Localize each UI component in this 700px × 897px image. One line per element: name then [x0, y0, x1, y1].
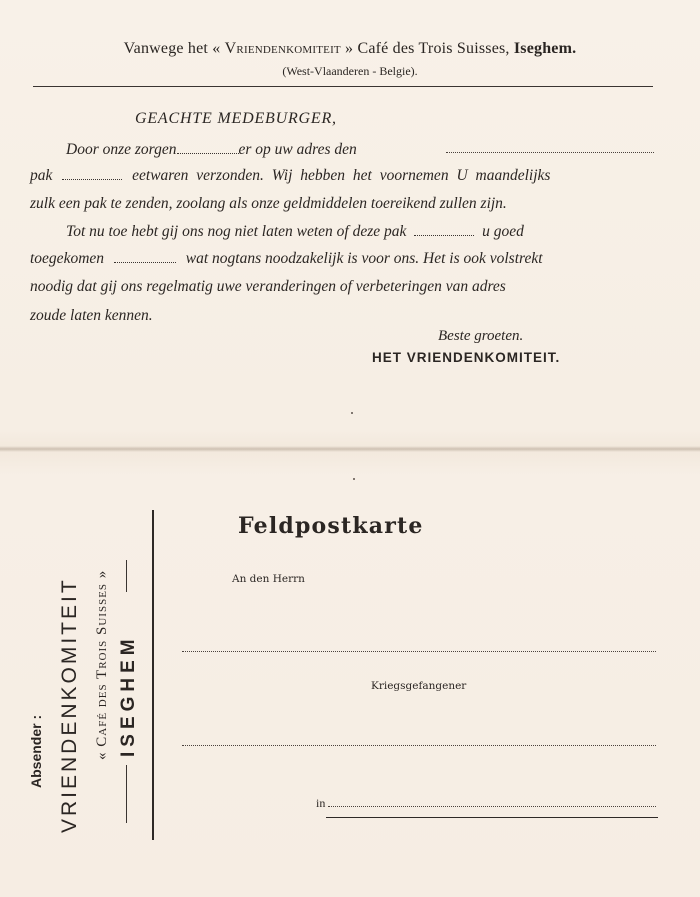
letter-closing: Beste groeten. — [438, 328, 524, 344]
address-line — [182, 651, 656, 652]
blank-field — [414, 223, 474, 236]
letter-line: noodig dat gij ons regelmatig uwe veranderingen of verbeteringen van adres — [30, 278, 506, 295]
letter-text: Door onze zorgen — [66, 141, 177, 158]
blank-field — [446, 152, 654, 153]
letterhead-org: Vriendenkomiteit — [224, 40, 341, 57]
prisoner-label: Kriegsgefangener — [371, 680, 467, 692]
letter-line — [66, 223, 524, 241]
letter-text: wat nogtans noodzakelijk is voor ons. Het is ook volstrekt — [185, 250, 543, 267]
address-line — [328, 806, 656, 807]
sender-ornament-line — [126, 560, 127, 592]
sender-org: VRIENDENKOMITEIT — [58, 577, 81, 833]
sender-cafe: « Café des Trois Suisses » — [94, 569, 110, 760]
letter-text: eetwaren verzonden. Wij hebben het voornemen U maandelijks — [132, 167, 551, 184]
sender-divider — [152, 510, 154, 840]
letterhead-prefix: Vanwege het « — [123, 40, 225, 57]
letter-line — [30, 250, 543, 268]
address-line — [182, 745, 656, 746]
sender-label: Absender : — [28, 714, 44, 788]
location-label: in — [316, 796, 326, 810]
letter-line: zoude laten kennen. — [30, 307, 153, 324]
fold-crease — [0, 446, 700, 452]
addressee-label: An den Herrn — [232, 573, 305, 585]
paper-speck — [351, 412, 353, 414]
sender-city: ISEGHEM — [118, 634, 139, 757]
letter-line — [30, 167, 550, 185]
paper-speck — [353, 478, 355, 480]
blank-field — [177, 141, 239, 154]
letterhead-suffix: » Café des Trois Suisses, — [340, 40, 514, 57]
postcard-title: Feldpostkarte — [238, 513, 424, 539]
letter-line — [66, 141, 357, 159]
letter-signature: HET VRIENDENKOMITEIT. — [372, 350, 561, 365]
sender-ornament-line — [126, 765, 127, 823]
letter-line: zulk een pak te zenden, zoolang als onze geldmiddelen toereikend zullen zijn. — [30, 195, 507, 212]
letter-text: toegekomen — [30, 250, 105, 267]
letterhead — [0, 40, 700, 58]
blank-field — [62, 167, 122, 180]
letter-text: er op uw adres den — [238, 141, 357, 158]
letter-text: pak — [30, 167, 53, 184]
letter-text: Tot nu toe hebt gij ons nog niet laten weten of deze pak — [66, 223, 407, 240]
letter-text: u goed — [482, 223, 524, 240]
blank-field — [114, 250, 176, 263]
header-rule — [33, 86, 653, 87]
letterhead-region: (West-Vlaanderen - Belgie). — [282, 64, 418, 78]
underline-rule — [326, 817, 658, 818]
letterhead-town: Iseghem. — [513, 40, 577, 57]
letter-greeting: GEACHTE MEDEBURGER, — [135, 110, 337, 127]
